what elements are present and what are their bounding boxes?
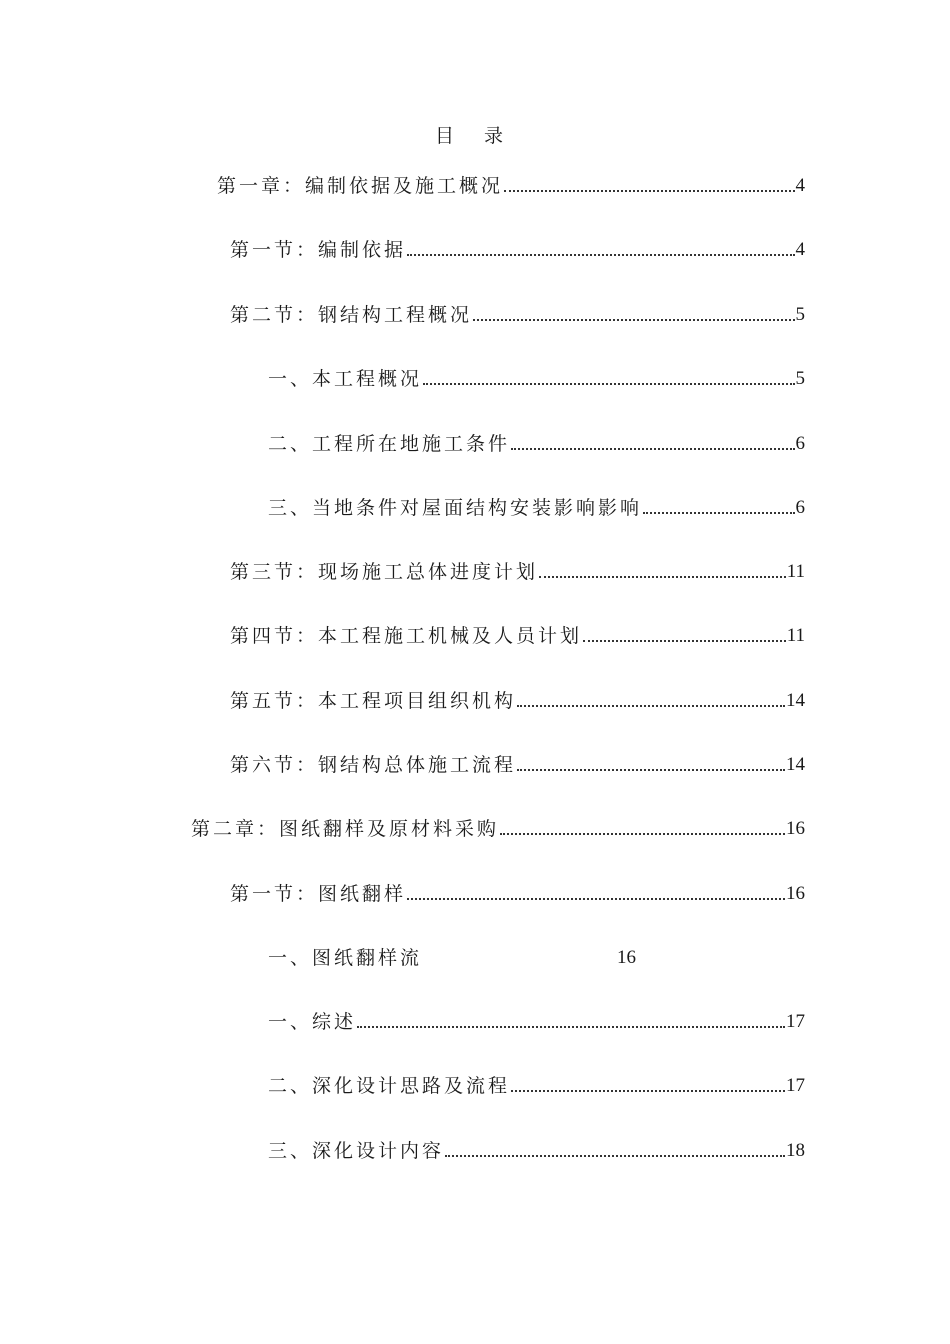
toc-entry[interactable] — [268, 1072, 805, 1098]
toc-entry-label: 三、当地条件对屋面结构安装影响影响 — [268, 497, 643, 519]
toc-entry[interactable] — [230, 622, 805, 648]
toc-entry-label: 第二节：钢结构工程概况 — [230, 304, 473, 326]
toc-leader-dots — [643, 512, 794, 514]
toc-leader-dots — [539, 576, 786, 578]
toc-leader-dots — [407, 898, 785, 900]
toc-entry[interactable] — [268, 1008, 805, 1034]
toc-leader-dots — [511, 448, 794, 450]
toc-entry-page: 14 — [786, 754, 805, 775]
toc-entry[interactable] — [268, 430, 805, 456]
toc-entry-page: 14 — [786, 690, 805, 711]
toc-entry-label: 第一节：图纸翻样 — [230, 883, 407, 905]
toc-entry-label: 第一章：编制依据及施工概况 — [217, 175, 504, 197]
toc-entry-page: 4 — [795, 239, 805, 260]
toc-entry[interactable] — [268, 494, 805, 520]
toc-entry-page: 16 — [617, 947, 636, 968]
toc-entry-label: 第五节：本工程项目组织机构 — [230, 690, 517, 712]
toc-entry-label: 二、深化设计思路及流程 — [268, 1075, 511, 1097]
toc-entry-page: 16 — [786, 883, 805, 904]
toc-leader-dots — [407, 254, 794, 256]
toc-entry[interactable] — [230, 880, 805, 906]
toc-entry-page: 17 — [786, 1075, 805, 1096]
toc-entry[interactable] — [268, 944, 636, 970]
toc-leader-dots — [357, 1026, 785, 1028]
toc-entry-page: 18 — [786, 1140, 805, 1161]
toc-entry-page: 11 — [786, 561, 805, 582]
toc-entry-page: 5 — [795, 368, 805, 389]
toc-entry[interactable] — [230, 687, 805, 713]
toc-leader-dots — [423, 383, 794, 385]
toc-leader-dots — [445, 1155, 785, 1157]
toc-entry[interactable] — [230, 751, 805, 777]
toc-entry-label: 第一节：编制依据 — [230, 239, 407, 261]
toc-entry-label: 第二章：图纸翻样及原材料采购 — [191, 818, 500, 840]
toc-leader-dots — [517, 705, 785, 707]
toc-entry-label: 第六节：钢结构总体施工流程 — [230, 754, 517, 776]
toc-entry[interactable] — [230, 236, 805, 262]
toc-entry-label: 第三节：现场施工总体进度计划 — [230, 561, 539, 583]
toc-entry-page: 6 — [795, 497, 805, 518]
toc-entry[interactable] — [268, 365, 805, 391]
toc-entry[interactable] — [191, 815, 805, 841]
toc-entry-page: 16 — [786, 818, 805, 839]
toc-entry-page: 5 — [795, 304, 805, 325]
toc-entry[interactable] — [268, 1137, 805, 1163]
toc-entry-page: 17 — [786, 1011, 805, 1032]
toc-entry-page: 6 — [795, 433, 805, 454]
toc-entry-label: 一、图纸翻样流 — [268, 947, 423, 969]
toc-entry-label: 第四节：本工程施工机械及人员计划 — [230, 625, 583, 647]
toc-leader-dots — [583, 640, 786, 642]
toc-entry-page: 4 — [795, 175, 805, 196]
toc-entry[interactable] — [230, 301, 805, 327]
toc-leader-dots — [504, 190, 794, 192]
toc-entry-page: 11 — [786, 625, 805, 646]
toc-entry-label: 二、工程所在地施工条件 — [268, 433, 511, 455]
toc-entry-label: 一、本工程概况 — [268, 368, 423, 390]
toc-leader-dots — [511, 1090, 785, 1092]
toc-title: 目 录 — [434, 125, 516, 147]
toc-entry[interactable] — [230, 558, 805, 584]
toc-leader-dots — [517, 769, 785, 771]
toc-entry[interactable] — [217, 172, 805, 198]
toc-leader-dots — [500, 833, 785, 835]
toc-entry-label: 一、综述 — [268, 1011, 357, 1033]
toc-entry-label: 三、深化设计内容 — [268, 1140, 445, 1162]
toc-leader-dots — [473, 319, 794, 321]
